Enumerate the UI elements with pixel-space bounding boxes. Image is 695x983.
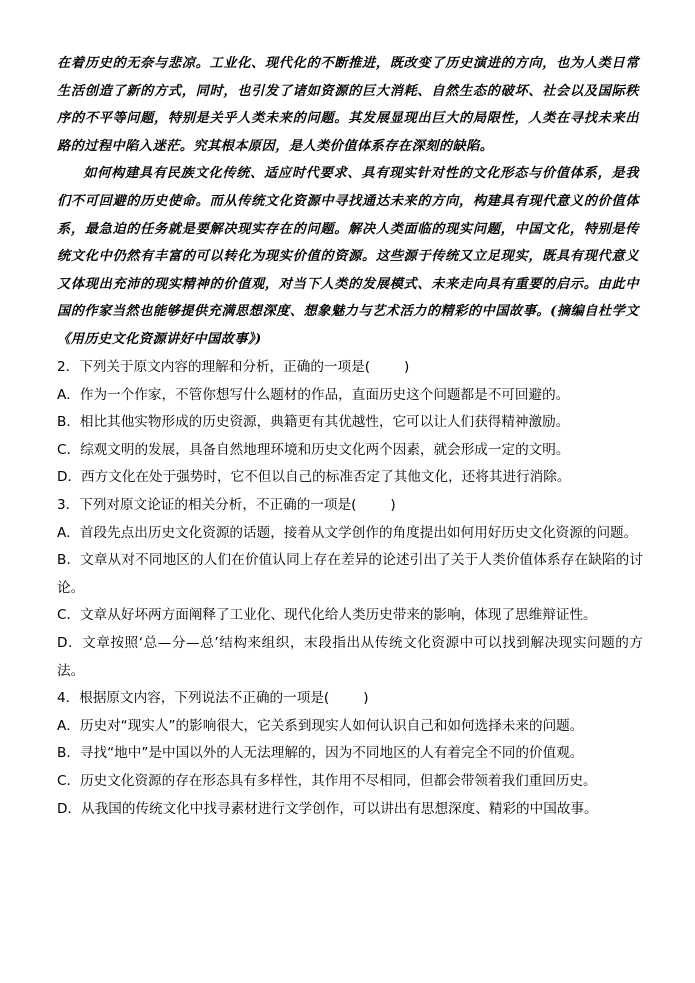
option-c: C．综观文明的发展，具备自然地理环境和历史文化两个因素，就会形成一定的文明。 — [57, 441, 570, 458]
option-d: D．从我国的传统文化中找寻素材进行文学创作，可以讲出有思想深度、精彩的中国故事。 — [57, 800, 598, 817]
question-stem-text: 4．根据原文内容，下列说法不正确的一项是( — [57, 690, 330, 707]
question-stem — [57, 354, 643, 382]
question-3 — [57, 492, 643, 685]
question-2 — [57, 354, 643, 492]
question-stem — [57, 492, 643, 520]
passage-paragraph: 在着历史的无奈与悲凉。工业化、现代化的不断推进，既改变了历史演进的方向，也为人类日常生活创造了新的方式，同时，也引发了诸如资源的巨大消耗、自然生态的破坏、社会以及国际秩序的不平等问题，特别是关乎人类未来的问题。其发展显现出巨大的局限性，人类在寻找未来出路的过程中陷入迷茫。究其根本原因，是人类价值体系存在深刻的缺陷。 — [57, 56, 639, 154]
option-b: B．文章从对不同地区的人们在价值认同上存在差异的论述引出了关于人类价值体系存在缺陷的讨论。 — [57, 552, 643, 596]
option-d: D．文章按照‘总—分—总’结构来组织，末段指出从传统文化资源中可以找到解决现实问题的方法。 — [57, 634, 643, 679]
passage-paragraph: 如何构建具有民族文化传统、适应时代要求、具有现实针对性的文化形态与价值体系，是我们不可回避的历史使命。而从传统文化资源中寻找通达未来的方向，构建具有现代意义的价值体系，最急迫的任务就是要解决现实存在的问题。解决人类面临的现实问题，中国文化，特别是传统文化中仍然有丰富的可以转化为现实价值的资源。这些源于传统又立足现实，既具有现代意义又体现出充沛的现实精神的价值观，对当下人类的发展模式、未来走向具有重要的启示。由此中国的作家当然也能够提供充满思想深度、想象魅力与艺术活力的精彩的中国故事。(摘编自杜学文《用历史文化资源讲好中国故事》) — [57, 166, 639, 347]
question-list — [57, 354, 643, 823]
reading-passage — [57, 50, 639, 354]
option-a: A．首段先点出历史文化资源的话题，接着从文学创作的角度提出如何用好历史文化资源的问题。 — [57, 524, 638, 541]
option-c: C．文章从好坏两方面阐释了工业化、现代化给人类历史带来的影响，体现了思维辩证性。 — [57, 607, 597, 624]
option-b: B．寻找“地中”是中国以外的人无法理解的，因为不同地区的人有着完全不同的价值观。 — [57, 745, 584, 762]
option-c: C．历史文化资源的存在形态具有多样性，其作用不尽相同，但都会带领着我们重回历史。 — [57, 772, 597, 789]
option-b: B．相比其他实物形成的历史资源，典籍更有其优越性，它可以让人们获得精神激励。 — [57, 414, 570, 431]
option-a: A．历史对“现实人”的影响很大，它关系到现实人如何认识自己和如何选择未来的问题。 — [57, 717, 584, 734]
question-stem-close: ) — [363, 690, 369, 707]
option-a: A．作为一个作家，不管你想写什么题材的作品，直面历史这个问题都是不可回避的。 — [57, 386, 570, 403]
question-stem-close: ) — [390, 496, 396, 513]
question-4 — [57, 685, 643, 823]
question-stem-text: 3．下列对原文论证的相关分析，不正确的一项是( — [57, 496, 357, 513]
question-stem-text: 2．下列关于原文内容的理解和分析，正确的一项是( — [57, 359, 371, 375]
question-stem-close: ) — [404, 359, 410, 375]
question-stem — [57, 685, 643, 713]
option-d: D．西方文化在处于强势时，它不但以自己的标准否定了其他文化，还将其进行消除。 — [57, 469, 571, 486]
